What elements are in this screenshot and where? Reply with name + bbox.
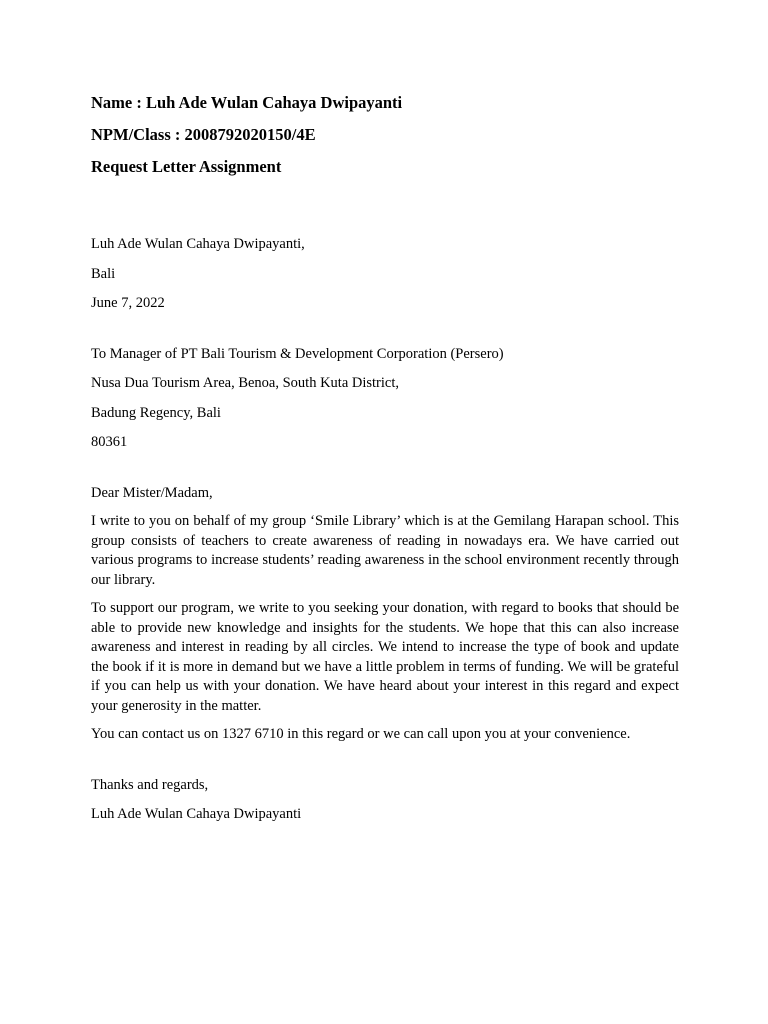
recipient-line-3: Badung Regency, Bali	[91, 404, 221, 421]
signature-name: Luh Ade Wulan Cahaya Dwipayanti	[91, 806, 302, 822]
body-spacer	[91, 754, 679, 775]
recipient-spacer	[91, 462, 679, 483]
recipient-line-2: Nusa Dua Tourism Area, Benoa, South Kuta District,	[91, 375, 400, 391]
letter-date: June 7, 2022	[91, 295, 165, 311]
sender-spacer	[91, 323, 679, 344]
assignment-title-heading: Request Letter Assignment	[91, 157, 282, 176]
letter-page	[91, 92, 679, 834]
salutation: Dear Mister/Madam,	[91, 484, 213, 501]
recipient-line-1: To Manager of PT Bali Tourism & Development Corporation (Persero)	[91, 345, 504, 362]
sender-name: Luh Ade Wulan Cahaya Dwipayanti,	[91, 236, 305, 252]
body-paragraph-3: You can contact us on 1327 6710 in this regard or we can call upon you at your convenience.	[91, 726, 631, 742]
sender-place: Bali	[91, 265, 116, 282]
header-spacer	[91, 188, 679, 234]
body-paragraph-2: To support our program, we write to you seeking your donation, with regard to books that should be able to provide new knowledge and insights for the students. We hope that this can also increase awareness and interest in reading by all circles. We intend to increase the type of book and update the book if it is more in demand but we have a little problem in terms of funding. We will be grateful if you can help us with your donation. We have heard about your interest in this regard and expect your generosity in the matter.	[91, 600, 679, 714]
npm-class-heading: NPM/Class : 2008792020150/4E	[91, 125, 316, 144]
body-paragraph-1: I write to you on behalf of my group ‘Smile Library’ which is at the Gemilang Harapan school. This group consists of teachers to create awareness of reading in nowadays era. We have carried out various programs to increase students’ reading awareness in the school environment recently through our library.	[91, 513, 679, 588]
valediction: Thanks and regards,	[91, 776, 209, 793]
student-name-heading: Name : Luh Ade Wulan Cahaya Dwipayanti	[91, 93, 403, 112]
recipient-postal-code: 80361	[91, 434, 128, 450]
